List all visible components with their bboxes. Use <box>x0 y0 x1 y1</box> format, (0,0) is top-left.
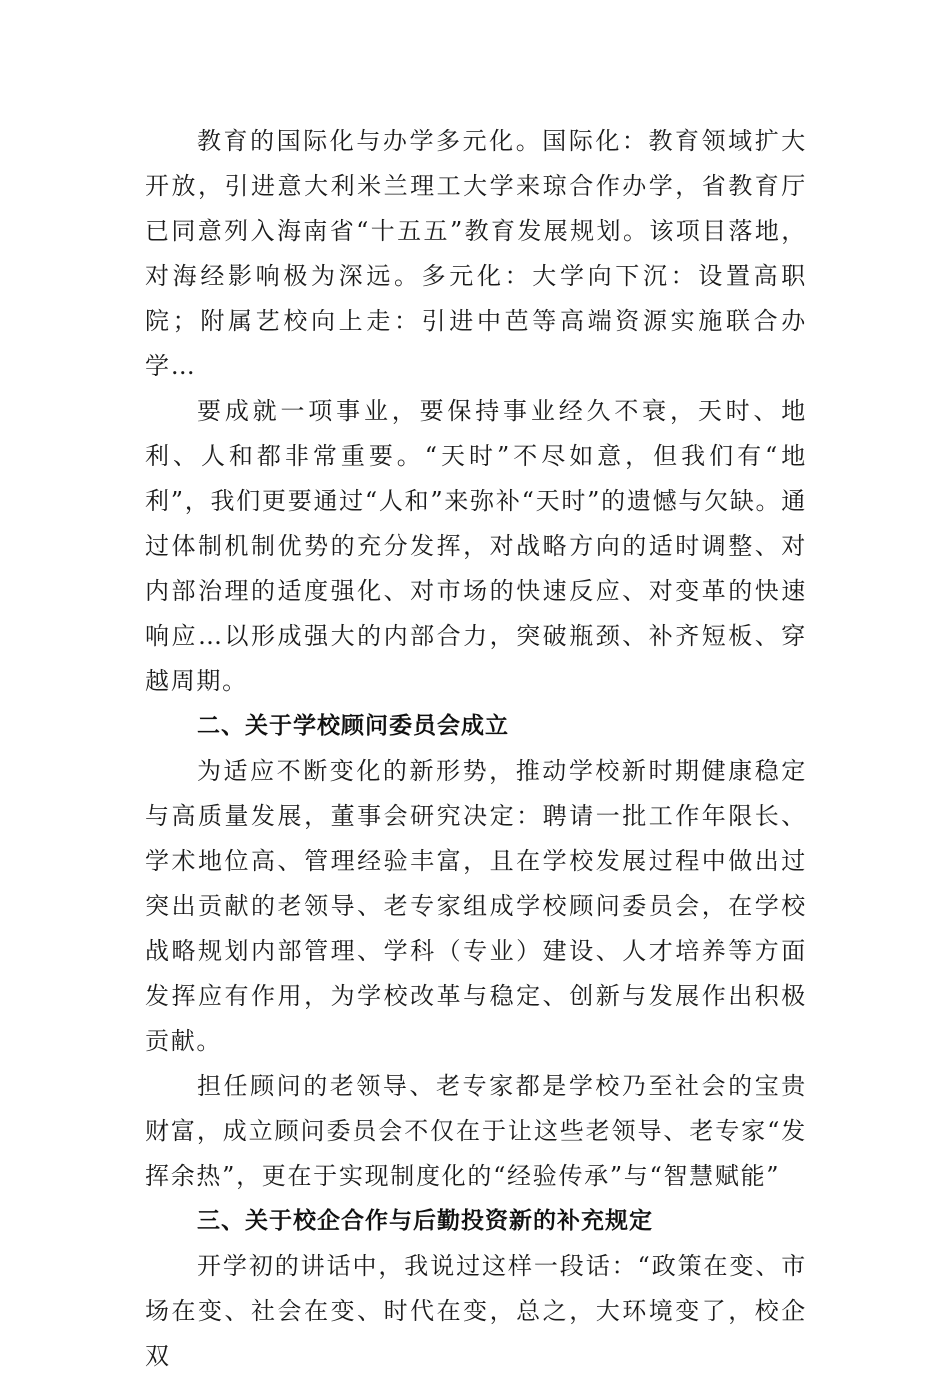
paragraph-advisors-value: 担任顾问的老领导、老专家都是学校乃至社会的宝贵财富，成立顾问委员会不仅在于让这些老领导、老专家“发挥余热”，更在于实现制度化的“经验传承”与“智慧赋能” <box>145 1072 807 1190</box>
paragraph-opening-speech: 开学初的讲话中，我说过这样一段话：“政策在变、市场在变、社会在变、时代在变，总之，大环境变了，校企双 <box>145 1252 807 1370</box>
paragraph-internationalization: 教育的国际化与办学多元化。国际化：教育领域扩大开放，引进意大利米兰理工大学来琼合作办学，省教育厅已同意列入海南省“十五五”教育发展规划。该项目落地，对海经影响极为深远。多元化：大学向下沉：设置高职院；附属艺校向上走：引进中芭等高端资源实施联合办学… <box>145 127 807 380</box>
section-heading-advisory-committee: 二、关于学校顾问委员会成立 <box>197 713 509 739</box>
paragraph-board-decision: 为适应不断变化的新形势，推动学校新时期健康稳定与高质量发展，董事会研究决定：聘请一批工作年限长、学术地位高、管理经验丰富，且在学校发展过程中做出过突出贡献的老领导、老专家组成学校顾问委员会，在学校战略规划内部管理、学科（专业）建设、人才培养等方面发挥应有作用，为学校改革与稳定、创新与发展作出积极贡献。 <box>145 757 807 1055</box>
section-heading-school-enterprise: 三、关于校企合作与后勤投资新的补充规定 <box>197 1208 653 1234</box>
document-body <box>145 119 807 1379</box>
paragraph-timing-location-harmony: 要成就一项事业，要保持事业经久不衰，天时、地利、人和都非常重要。“天时”不尽如意，但我们有“地利”，我们更要通过“人和”来弥补“天时”的遗憾与欠缺。通过体制机制优势的充分发挥，对战略方向的适时调整、对内部治理的适度强化、对市场的快速反应、对变革的快速响应…以形成强大的内部合力，突破瓶颈、补齐短板、穿越周期。 <box>145 397 807 695</box>
